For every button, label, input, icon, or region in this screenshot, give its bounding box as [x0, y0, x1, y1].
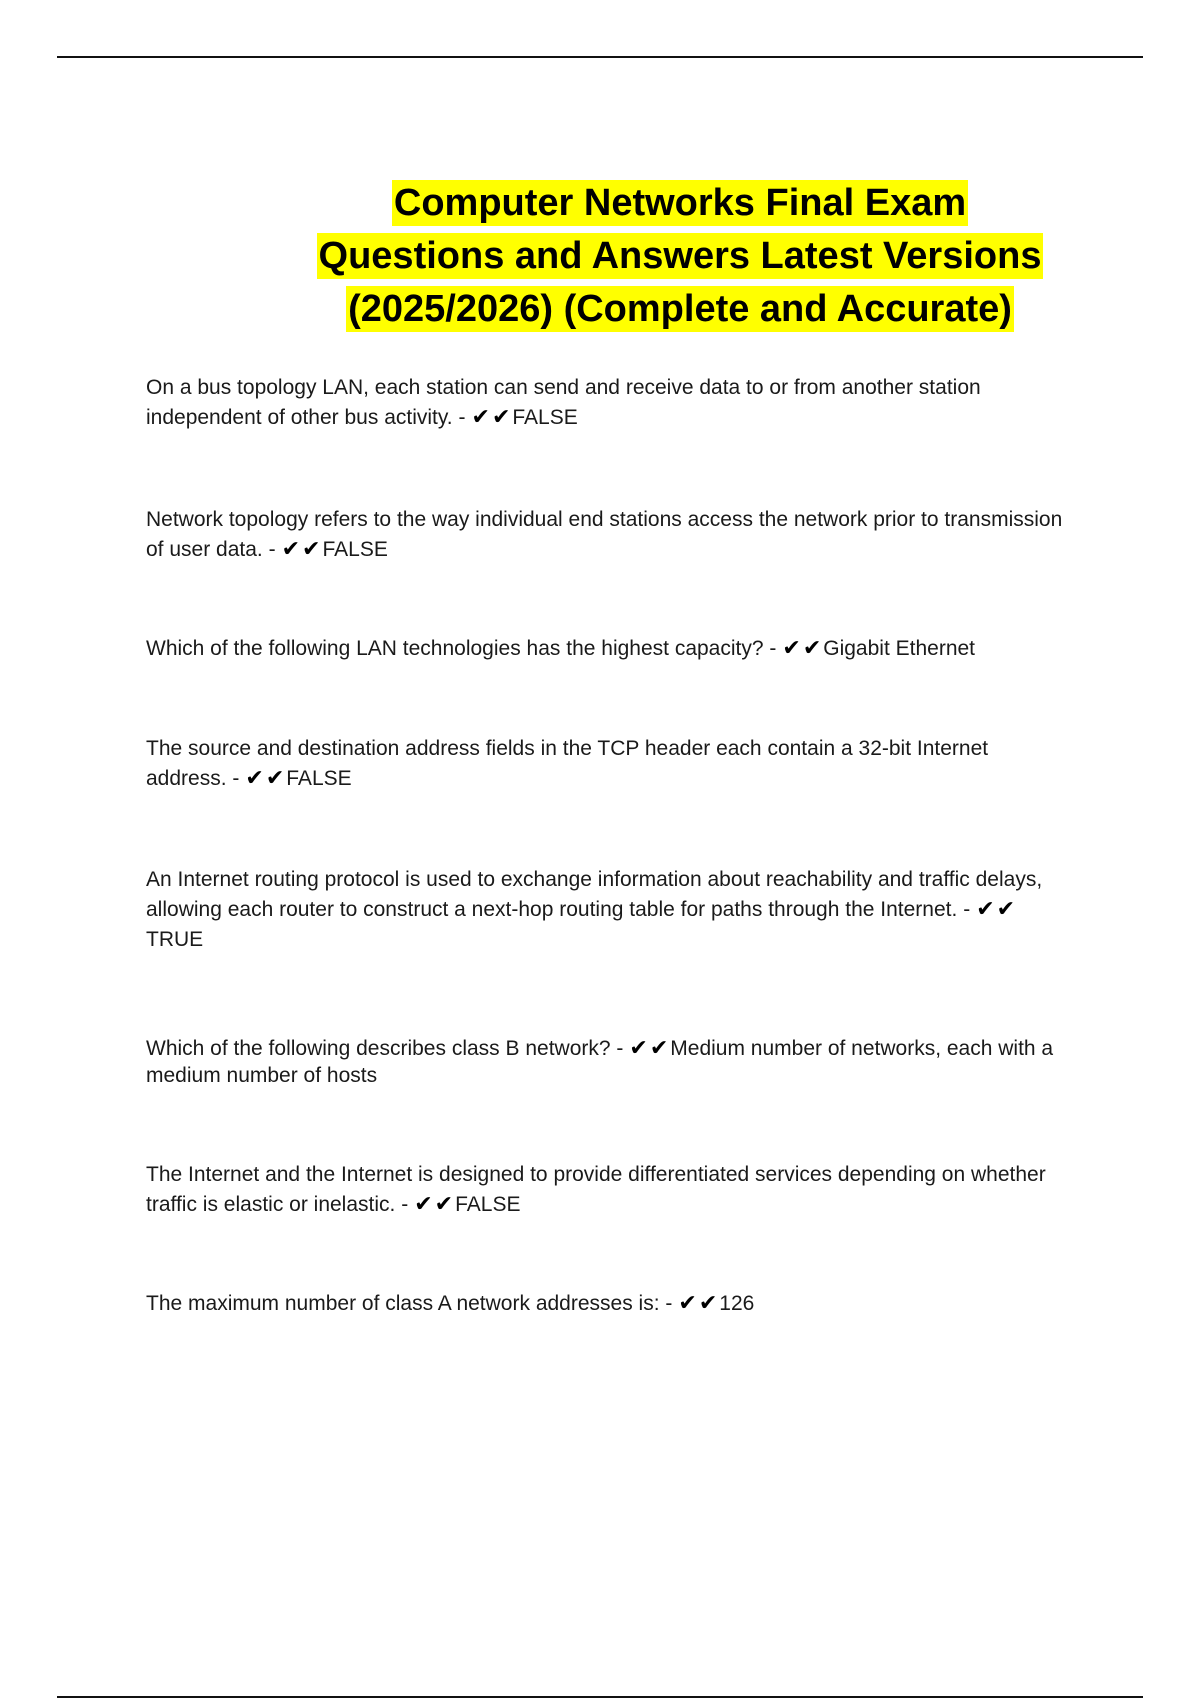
qa-item	[146, 634, 1066, 664]
check-mark-icon: ✔	[629, 1036, 648, 1061]
check-mark-icon: ✔	[281, 537, 301, 562]
check-mark-icon: ✔	[678, 1291, 697, 1316]
separator: -	[401, 1193, 409, 1216]
question-text: An Internet routing protocol is used to exchange information about reachability and traffic delays, allowing each router to construct a next-hop routing table for paths through the Internet.	[146, 868, 1043, 921]
separator: -	[665, 1292, 673, 1315]
qa-item	[146, 505, 1066, 565]
answer-text: FALSE	[455, 1193, 521, 1216]
separator: -	[458, 406, 466, 429]
check-mark-icon: ✔	[302, 537, 321, 562]
question-text: On a bus topology LAN, each station can send and receive data to or from another station independent of other bus activity.	[146, 376, 981, 429]
check-mark-icon: ✔	[434, 1192, 454, 1217]
answer-text: Gigabit Ethernet	[823, 637, 976, 660]
separator: -	[268, 538, 276, 561]
question-text: Network topology refers to the way individual end stations access the network prior to transmission of user data.	[146, 508, 1063, 561]
separator: -	[963, 898, 971, 921]
check-mark-icon: ✔	[976, 897, 995, 922]
qa-item	[146, 1035, 1066, 1089]
qa-item	[146, 1160, 1066, 1220]
title-line-2: Questions and Answers Latest Versions	[318, 235, 1042, 278]
check-mark-icon: ✔	[996, 897, 1016, 922]
answer-text: FALSE	[322, 538, 388, 561]
separator: -	[232, 767, 240, 790]
separator: -	[769, 637, 777, 660]
answer-text: FALSE	[286, 767, 352, 790]
answer-text: 126	[719, 1292, 755, 1315]
title-line-3: (2025/2026) (Complete and Accurate)	[348, 288, 1012, 331]
title-line-1: Computer Networks Final Exam	[393, 182, 967, 225]
check-mark-icon: ✔	[491, 405, 511, 430]
question-text: Which of the following LAN technologies has the highest capacity?	[146, 637, 764, 660]
answer-text: Medium number of networks, each with a medium number of hosts	[146, 1037, 1054, 1087]
check-mark-icon: ✔	[245, 766, 264, 791]
footer-rule	[57, 1696, 1143, 1698]
check-mark-icon: ✔	[414, 1192, 433, 1217]
answer-text: FALSE	[512, 406, 578, 429]
separator: -	[616, 1037, 624, 1060]
question-text: The Internet and the Internet is designed to provide differentiated services depending on whether traffic is elastic or inelastic.	[146, 1163, 1046, 1216]
check-mark-icon: ✔	[802, 636, 822, 661]
check-mark-icon: ✔	[782, 636, 801, 661]
question-text: The maximum number of class A network addresses is:	[146, 1292, 660, 1315]
qa-item	[146, 734, 1066, 794]
check-mark-icon: ✔	[649, 1036, 669, 1061]
qa-item	[146, 1289, 1066, 1319]
document-title	[300, 177, 1060, 336]
qa-item	[146, 865, 1066, 955]
question-text: Which of the following describes class B network?	[146, 1037, 611, 1060]
check-mark-icon: ✔	[265, 766, 285, 791]
header-rule	[57, 56, 1143, 58]
question-text: The source and destination address fields in the TCP header each contain a 32-bit Internet address.	[146, 737, 989, 790]
qa-item	[146, 373, 1066, 433]
check-mark-icon: ✔	[698, 1291, 718, 1316]
answer-text: TRUE	[146, 928, 204, 951]
check-mark-icon: ✔	[471, 405, 490, 430]
